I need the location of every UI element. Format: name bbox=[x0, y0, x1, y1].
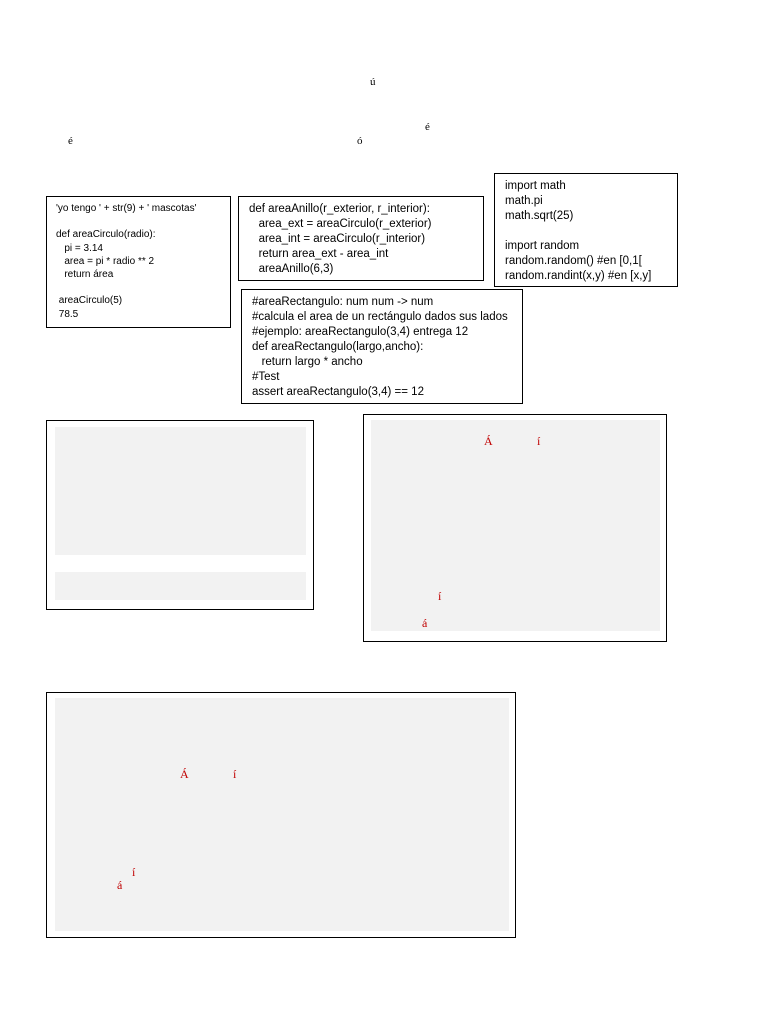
code-line: areaAnillo(6,3) bbox=[249, 263, 334, 275]
code-line bbox=[56, 215, 230, 228]
code-line: 'yo tengo ' + str(9) + ' mascotas' bbox=[56, 203, 197, 214]
code-line: math.sqrt(25) bbox=[505, 210, 574, 222]
code-line: return area_ext - area_int bbox=[249, 248, 389, 260]
red-glyph: Á bbox=[484, 434, 493, 448]
right-panel bbox=[371, 420, 660, 631]
bottom-panel bbox=[55, 698, 509, 931]
left-frame bbox=[46, 420, 314, 610]
code-line: #Test bbox=[252, 371, 280, 383]
code-box-math-random bbox=[494, 173, 678, 287]
right-frame bbox=[363, 414, 667, 642]
code-line bbox=[56, 281, 230, 294]
code-box-area-anillo bbox=[238, 196, 484, 281]
code-line: #areaRectangulo: num num -> num bbox=[252, 296, 434, 308]
red-glyph: á bbox=[422, 616, 428, 630]
red-glyph: í bbox=[132, 865, 136, 879]
code-line: areaCirculo(5) bbox=[56, 295, 123, 307]
code-line: random.randint(x,y) #en [x,y] bbox=[505, 270, 652, 282]
red-glyph: á bbox=[117, 878, 123, 892]
code-line: def areaAnillo(r_exterior, r_interior): bbox=[249, 203, 430, 215]
left-panel-bottom bbox=[55, 572, 306, 600]
stray-char-e-acute-left: é bbox=[68, 135, 73, 147]
code-line: assert areaRectangulo(3,4) == 12 bbox=[252, 386, 424, 398]
code-line: import random bbox=[505, 240, 580, 252]
stray-char-e-acute: é bbox=[425, 121, 430, 133]
red-glyph: í bbox=[233, 767, 237, 781]
code-line: return área bbox=[56, 269, 114, 281]
code-line bbox=[505, 224, 677, 239]
stray-char-u-acute: ú bbox=[370, 76, 376, 88]
code-line: 78.5 bbox=[56, 308, 79, 320]
code-box-area-circulo bbox=[46, 196, 231, 328]
left-panel-top bbox=[55, 427, 306, 555]
code-line: area_int = areaCirculo(r_interior) bbox=[249, 233, 426, 245]
code-line: import math bbox=[505, 180, 566, 192]
red-glyph: Á bbox=[180, 767, 189, 781]
bottom-frame bbox=[46, 692, 516, 938]
red-glyph: í bbox=[438, 589, 442, 603]
code-box-area-rectangulo bbox=[241, 289, 523, 404]
red-glyph: í bbox=[537, 434, 541, 448]
code-line: math.pi bbox=[505, 195, 543, 207]
code-line: random.random() #en [0,1[ bbox=[505, 255, 642, 267]
code-line: area_ext = areaCirculo(r_exterior) bbox=[249, 218, 432, 230]
code-line: pi = 3.14 bbox=[56, 242, 103, 254]
code-line: return largo * ancho bbox=[252, 356, 363, 368]
code-line: def areaRectangulo(largo,ancho): bbox=[252, 341, 424, 353]
stray-char-o-acute: ó bbox=[357, 135, 363, 147]
code-line: #ejemplo: areaRectangulo(3,4) entrega 12 bbox=[252, 326, 469, 338]
code-line: area = pi * radio ** 2 bbox=[56, 255, 155, 267]
code-line: #calcula el area de un rectángulo dados sus lados bbox=[252, 311, 508, 323]
code-line: def areaCirculo(radio): bbox=[56, 229, 156, 241]
